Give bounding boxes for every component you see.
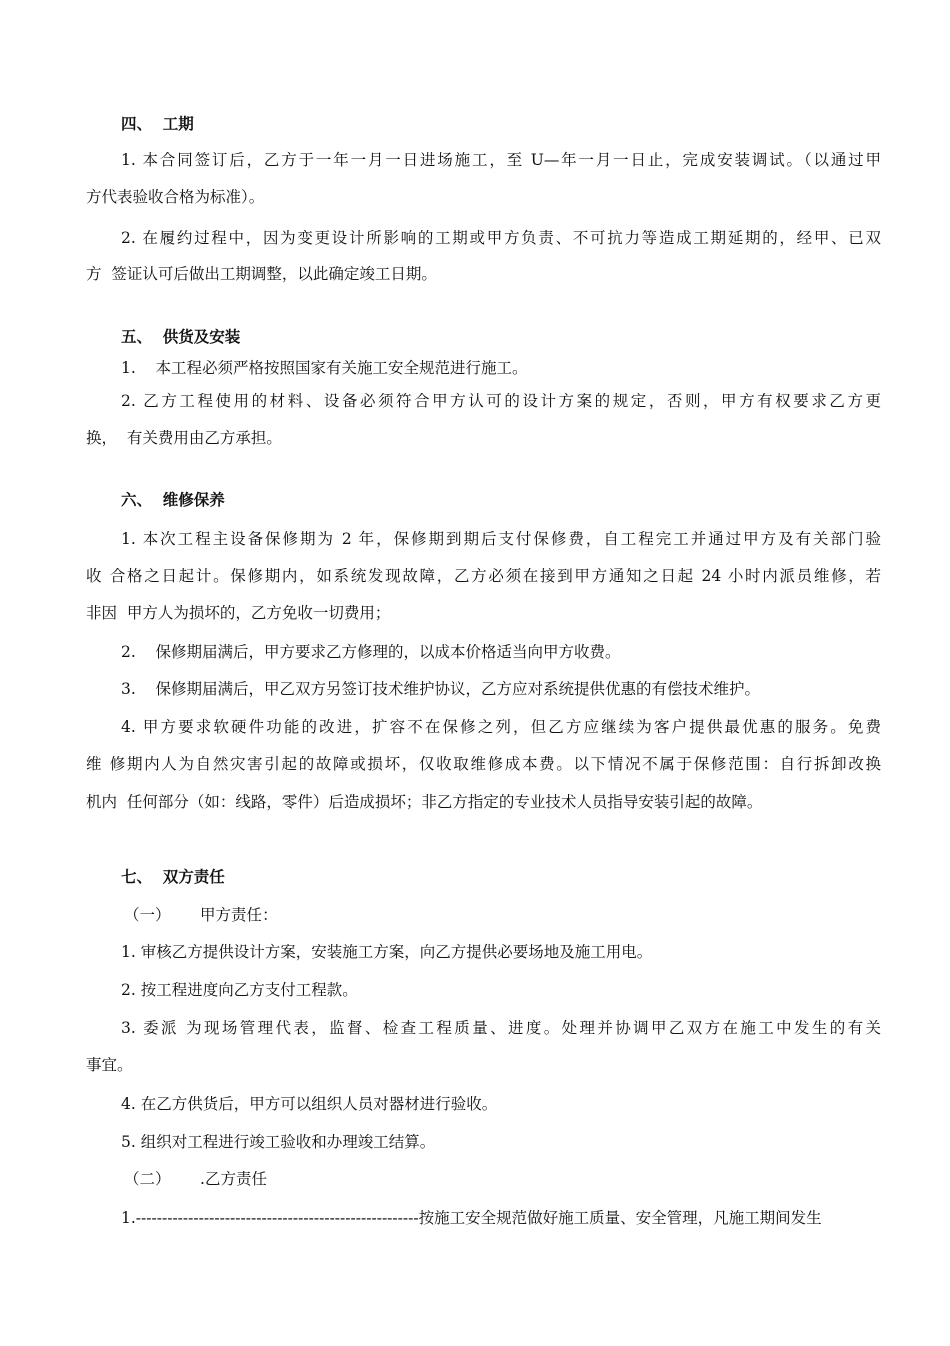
section-4-heading: 四、 工期 xyxy=(121,114,194,133)
section-6-para-3: 3. 保修期届满后，甲乙双方另签订技术维护协议，乙方应对系统提供优惠的有偿技术维护。 xyxy=(121,680,760,698)
section-6-para-1-line-2: 收 合格之日起计。保修期内，如系统发现故障，乙方必须在接到甲方通知之日起 24 小时内派员维修，若 xyxy=(86,567,881,585)
section-6-para-1-line-3: 非因 甲方人为损坏的，乙方免收一切费用； xyxy=(86,604,391,622)
section-7-sub-1: （一） 甲方责任： xyxy=(124,906,278,924)
section-7-b-item-1: 1.------------------------------------------------------按施工安全规范做好施工质量、安全管理，凡施工期间发生 xyxy=(121,1209,822,1227)
section-7-a-item-1: 1. 审核乙方提供设计方案，安装施工方案，向乙方提供必要场地及施工用电。 xyxy=(121,943,653,961)
section-5-heading: 五、 供货及安装 xyxy=(121,327,241,346)
section-6-heading: 六、 维修保养 xyxy=(121,490,225,509)
section-4-para-1-line-2: 方代表验收合格为标准）。 xyxy=(86,188,265,206)
section-5-para-2-line-2: 换， 有关费用由乙方承担。 xyxy=(86,429,282,447)
section-6-para-1-line-1: 1. 本次工程主设备保修期为 2 年，保修期到期后支付保修费，自工程完工并通过甲方及有关部门验 xyxy=(121,530,881,548)
section-7-a-item-3-line-2: 事宜。 xyxy=(86,1056,133,1074)
section-5-para-1: 1. 本工程必须严格按照国家有关施工安全规范进行施工。 xyxy=(121,359,528,377)
section-7-sub-2: （二） .乙方责任 xyxy=(124,1170,267,1188)
section-6-para-4-line-3: 机内 任何部分（如：线路，零件）后造成损坏；非乙方指定的专业技术人员指导安装引起的故障。 xyxy=(86,793,763,811)
section-6-para-2: 2. 保修期届满后，甲方要求乙方修理的，以成本价格适当向甲方收费。 xyxy=(121,643,621,661)
section-7-heading: 七、 双方责任 xyxy=(121,867,225,886)
section-7-a-item-3-line-1: 3. 委派 为现场管理代表，监督、检查工程质量、进度。处理并协调甲乙双方在施工中发生的有关 xyxy=(121,1019,881,1037)
section-4-para-1-line-1: 1. 本合同签订后，乙方于一年一月一日进场施工，至 U—年一月一日止，完成安装调试。（以通过甲 xyxy=(121,151,881,169)
section-7-a-item-4: 4. 在乙方供货后，甲方可以组织人员对器材进行验收。 xyxy=(121,1095,498,1113)
section-4-para-2-line-2: 方 签证认可后做出工期调整，以此确定竣工日期。 xyxy=(86,265,437,283)
section-6-para-4-line-1: 4. 甲方要求软硬件功能的改进，扩容不在保修之列，但乙方应继续为客户提供最优惠的服务。免费 xyxy=(121,718,881,736)
section-4-para-2-line-1: 2. 在履约过程中，因为变更设计所影响的工期或甲方负责、不可抗力等造成工期延期的，经甲、已双 xyxy=(121,229,881,247)
section-6-para-4-line-2: 维 修期内人为自然灾害引起的故障或损坏，仅收取维修成本费。以下情况不属于保修范围：自行拆卸改换 xyxy=(86,755,881,773)
section-7-a-item-2: 2. 按工程进度向乙方支付工程款。 xyxy=(121,981,358,999)
section-7-a-item-5: 5. 组织对工程进行竣工验收和办理竣工结算。 xyxy=(121,1133,436,1151)
section-5-para-2-line-1: 2. 乙方工程使用的材料、设备必须符合甲方认可的设计方案的规定，否则，甲方有权要求乙方更 xyxy=(121,392,881,410)
